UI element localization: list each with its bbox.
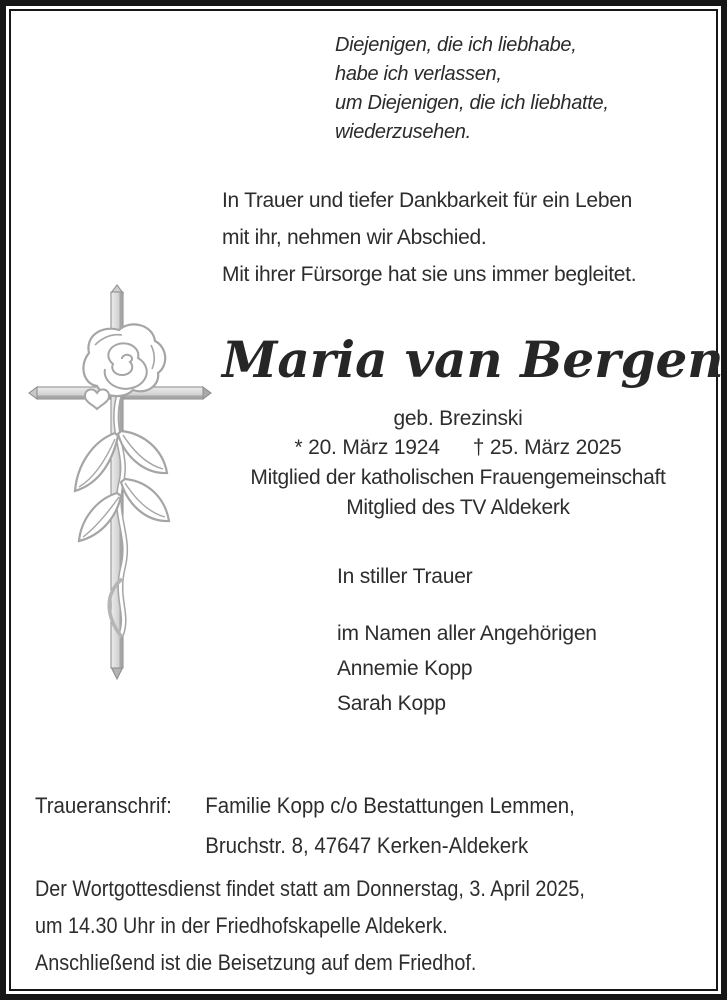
epigraph-line: Diejenigen, die ich liebhabe, [335,34,577,56]
service-line: Anschließend ist die Beisetzung auf dem Friedhof. [35,950,477,975]
epigraph-line: wiederzusehen. [335,121,471,143]
birth-date: * 20. März 1924 [294,436,440,459]
mourner-line: Annemie Kopp [337,657,473,680]
mourner-line: im Namen aller Angehörigen [337,622,597,645]
mourner-line: Sarah Kopp [337,692,446,715]
condolence-address-block [35,786,575,866]
intro-text [222,182,636,293]
address-line: Bruchstr. 8, 47647 Kerken-Aldekerk [205,833,529,858]
service-line: Der Wortgottesdienst findet statt am Donnerstag, 3. April 2025, [35,876,585,901]
maiden-name: geb. Brezinski [393,407,523,430]
membership-line: Mitglied des TV Aldekerk [346,495,570,519]
service-info [35,870,585,981]
epigraph [335,31,609,147]
address-label: Traueranschrif: [35,793,172,818]
deceased-block [222,322,724,522]
mourning-heading: In stiller Trauer [337,565,473,588]
intro-line: Mit ihrer Fürsorge hat sie uns immer begleitet. [222,263,637,286]
deceased-name: Maria van Bergen [222,330,724,389]
address-value [205,786,575,866]
intro-line: mit ihr, nehmen wir Abschied. [222,226,487,249]
epigraph-line: habe ich verlassen, [335,63,502,85]
cross-and-rose-image [25,283,215,683]
mourning-block [337,562,597,721]
intro-line: In Trauer und tiefer Dankbarkeit für ein Leben [222,189,632,212]
service-line: um 14.30 Uhr in der Friedhofskapelle Aldekerk. [35,913,448,938]
life-dates [222,433,694,463]
address-line: Familie Kopp c/o Bestattungen Lemmen, [205,793,575,818]
epigraph-line: um Diejenigen, die ich liebhatte, [335,92,609,114]
membership-line: Mitglied der katholischen Frauengemeinschaft [250,466,666,489]
death-date: † 25. März 2025 [472,436,622,459]
